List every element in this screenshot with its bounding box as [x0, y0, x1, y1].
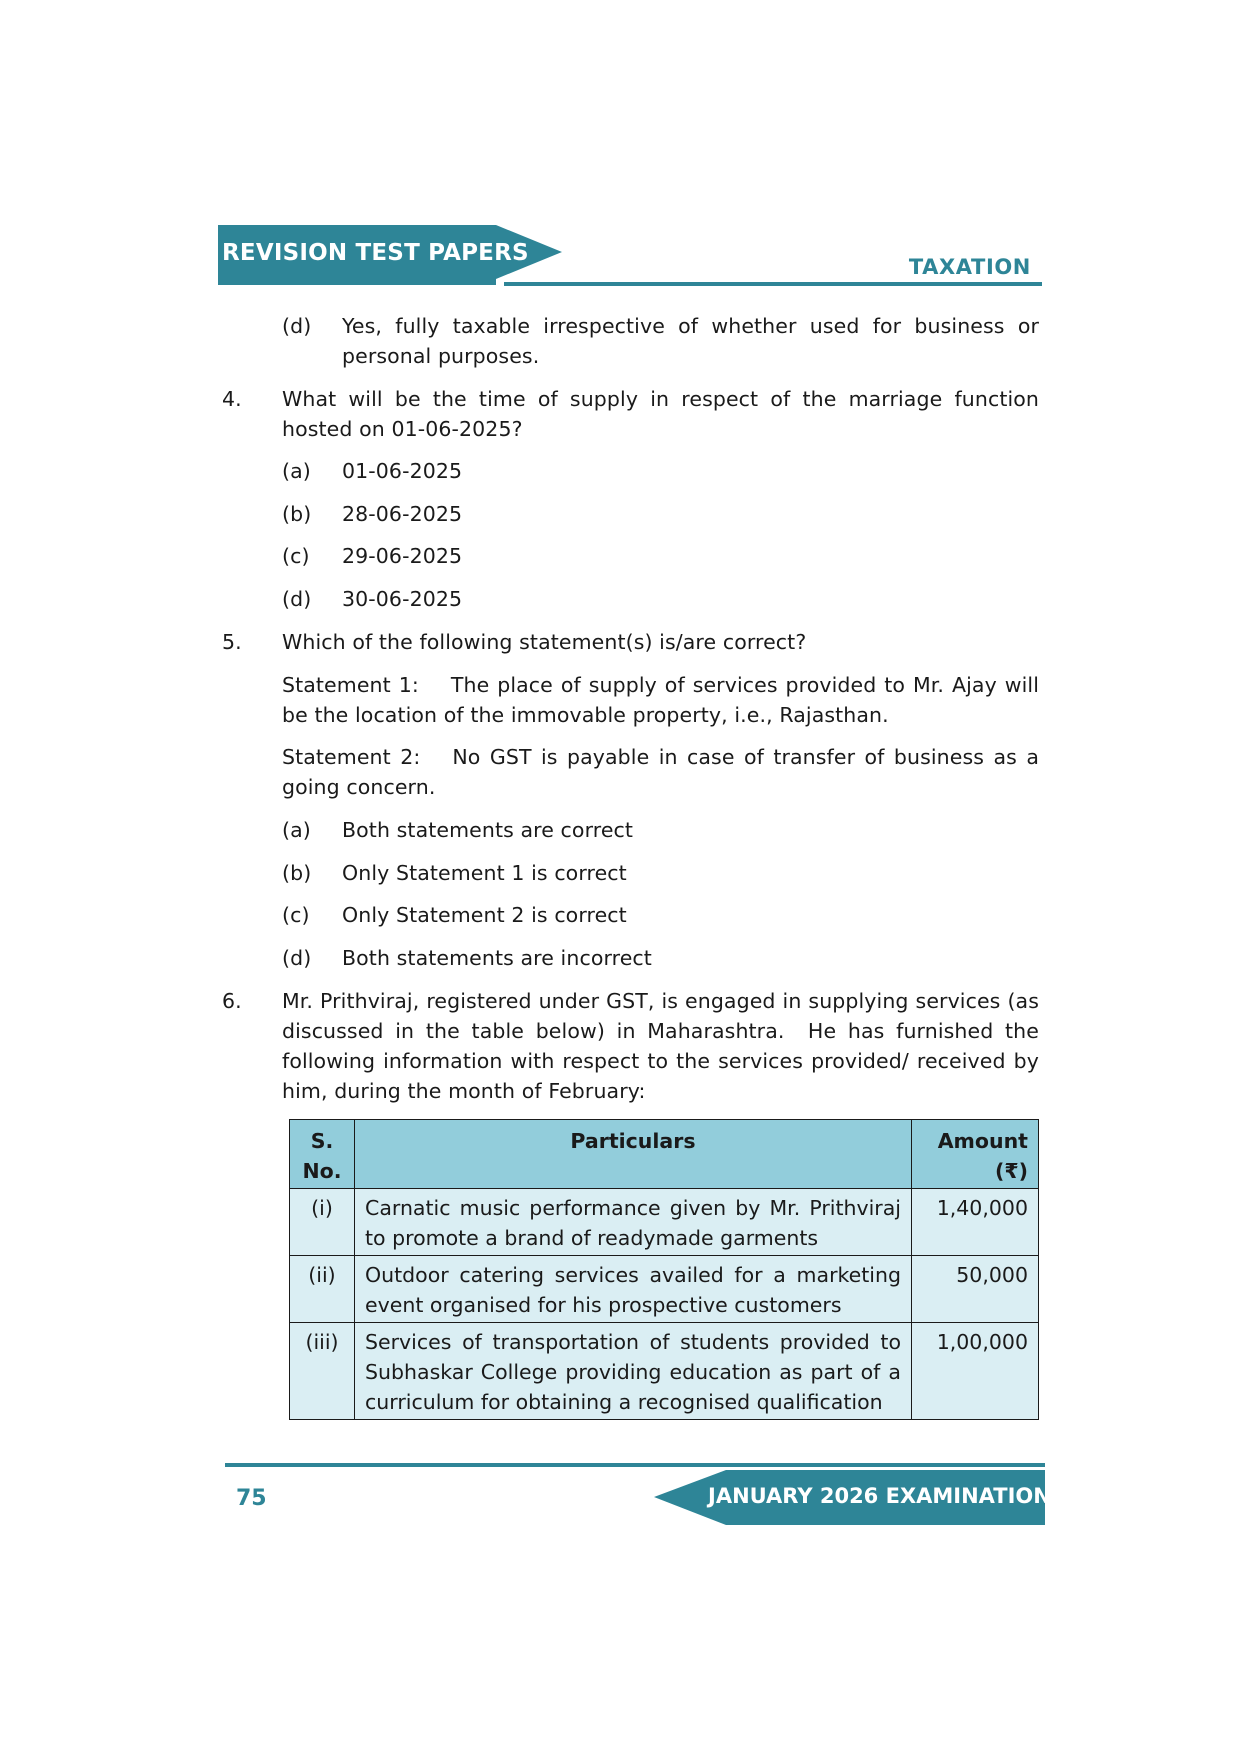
cell-amount: 1,40,000 — [912, 1189, 1039, 1256]
header-rule — [504, 282, 1042, 286]
option-label: (a) — [282, 818, 311, 842]
cell-amount: 50,000 — [912, 1256, 1039, 1323]
header-subject: TAXATION — [908, 255, 1031, 279]
statement-label: Statement 2: — [282, 745, 421, 769]
statement-label: Statement 1: — [282, 673, 419, 697]
statement-1 — [282, 670, 1039, 730]
option-label: (d) — [282, 314, 312, 338]
option-label: (c) — [282, 903, 310, 927]
table-row — [290, 1323, 1039, 1420]
page-number: 75 — [236, 1486, 267, 1511]
question-text: Which of the following statement(s) is/are correct? — [282, 630, 807, 654]
question-number: 6. — [222, 989, 242, 1013]
table-row — [290, 1256, 1039, 1323]
footer-exam-title: JANUARY 2026 EXAMINATION — [708, 1484, 1051, 1508]
option-text: Only Statement 1 is correct — [342, 861, 627, 885]
cell-sno: (ii) — [290, 1256, 355, 1323]
services-table — [289, 1119, 1039, 1420]
question-number: 4. — [222, 387, 242, 411]
question-number: 5. — [222, 630, 242, 654]
option-text: Yes, fully taxable irrespective of whether used for business or personal purposes. — [342, 314, 1039, 368]
cell-particulars: Services of transportation of students provided to Subhaskar College providing education as part of a curriculum for obtaining a recognised qualification — [355, 1323, 912, 1420]
option-text: 29-06-2025 — [342, 544, 463, 568]
question-text: Mr. Prithviraj, registered under GST, is engaged in supplying services (as discussed in the table below) in Maharashtra. He has furnished the following information with respect to the services provided/ received by him, during the month of February: — [282, 989, 1046, 1103]
option-text: 28-06-2025 — [342, 502, 463, 526]
option-text: 30-06-2025 — [342, 587, 463, 611]
question-text: What will be the time of supply in respect of the marriage function hosted on 01-06-2025? — [282, 387, 1039, 441]
statement-text: The place of supply of services provided to Mr. Ajay will be the location of the immovable property, i.e., Rajasthan. — [282, 673, 1039, 727]
option-label: (a) — [282, 459, 311, 483]
option-label: (b) — [282, 502, 312, 526]
cell-particulars: Carnatic music performance given by Mr. Prithviraj to promote a brand of readymade garments — [355, 1189, 912, 1256]
table-row — [290, 1189, 1039, 1256]
cell-sno: (i) — [290, 1189, 355, 1256]
cell-amount: 1,00,000 — [912, 1323, 1039, 1420]
option-label: (b) — [282, 861, 312, 885]
option-label: (d) — [282, 946, 312, 970]
option-label: (c) — [282, 544, 310, 568]
option-text: Both statements are correct — [342, 818, 634, 842]
option-label: (d) — [282, 587, 312, 611]
cell-sno: (iii) — [290, 1323, 355, 1420]
header-title: REVISION TEST PAPERS — [222, 240, 529, 266]
statement-text: No GST is payable in case of transfer of business as a going concern. — [282, 745, 1039, 799]
option-text: 01-06-2025 — [342, 459, 463, 483]
column-header-particulars: Particulars — [355, 1120, 912, 1189]
table-header-row — [290, 1120, 1039, 1189]
cell-particulars: Outdoor catering services availed for a marketing event organised for his prospective customers — [355, 1256, 912, 1323]
column-header-amount: Amount (₹) — [912, 1120, 1039, 1189]
option-text: Only Statement 2 is correct — [342, 903, 627, 927]
footer-rule — [225, 1463, 1045, 1467]
statement-2 — [282, 742, 1039, 802]
option-text: Both statements are incorrect — [342, 946, 652, 970]
column-header-sno: S. No. — [290, 1120, 355, 1189]
